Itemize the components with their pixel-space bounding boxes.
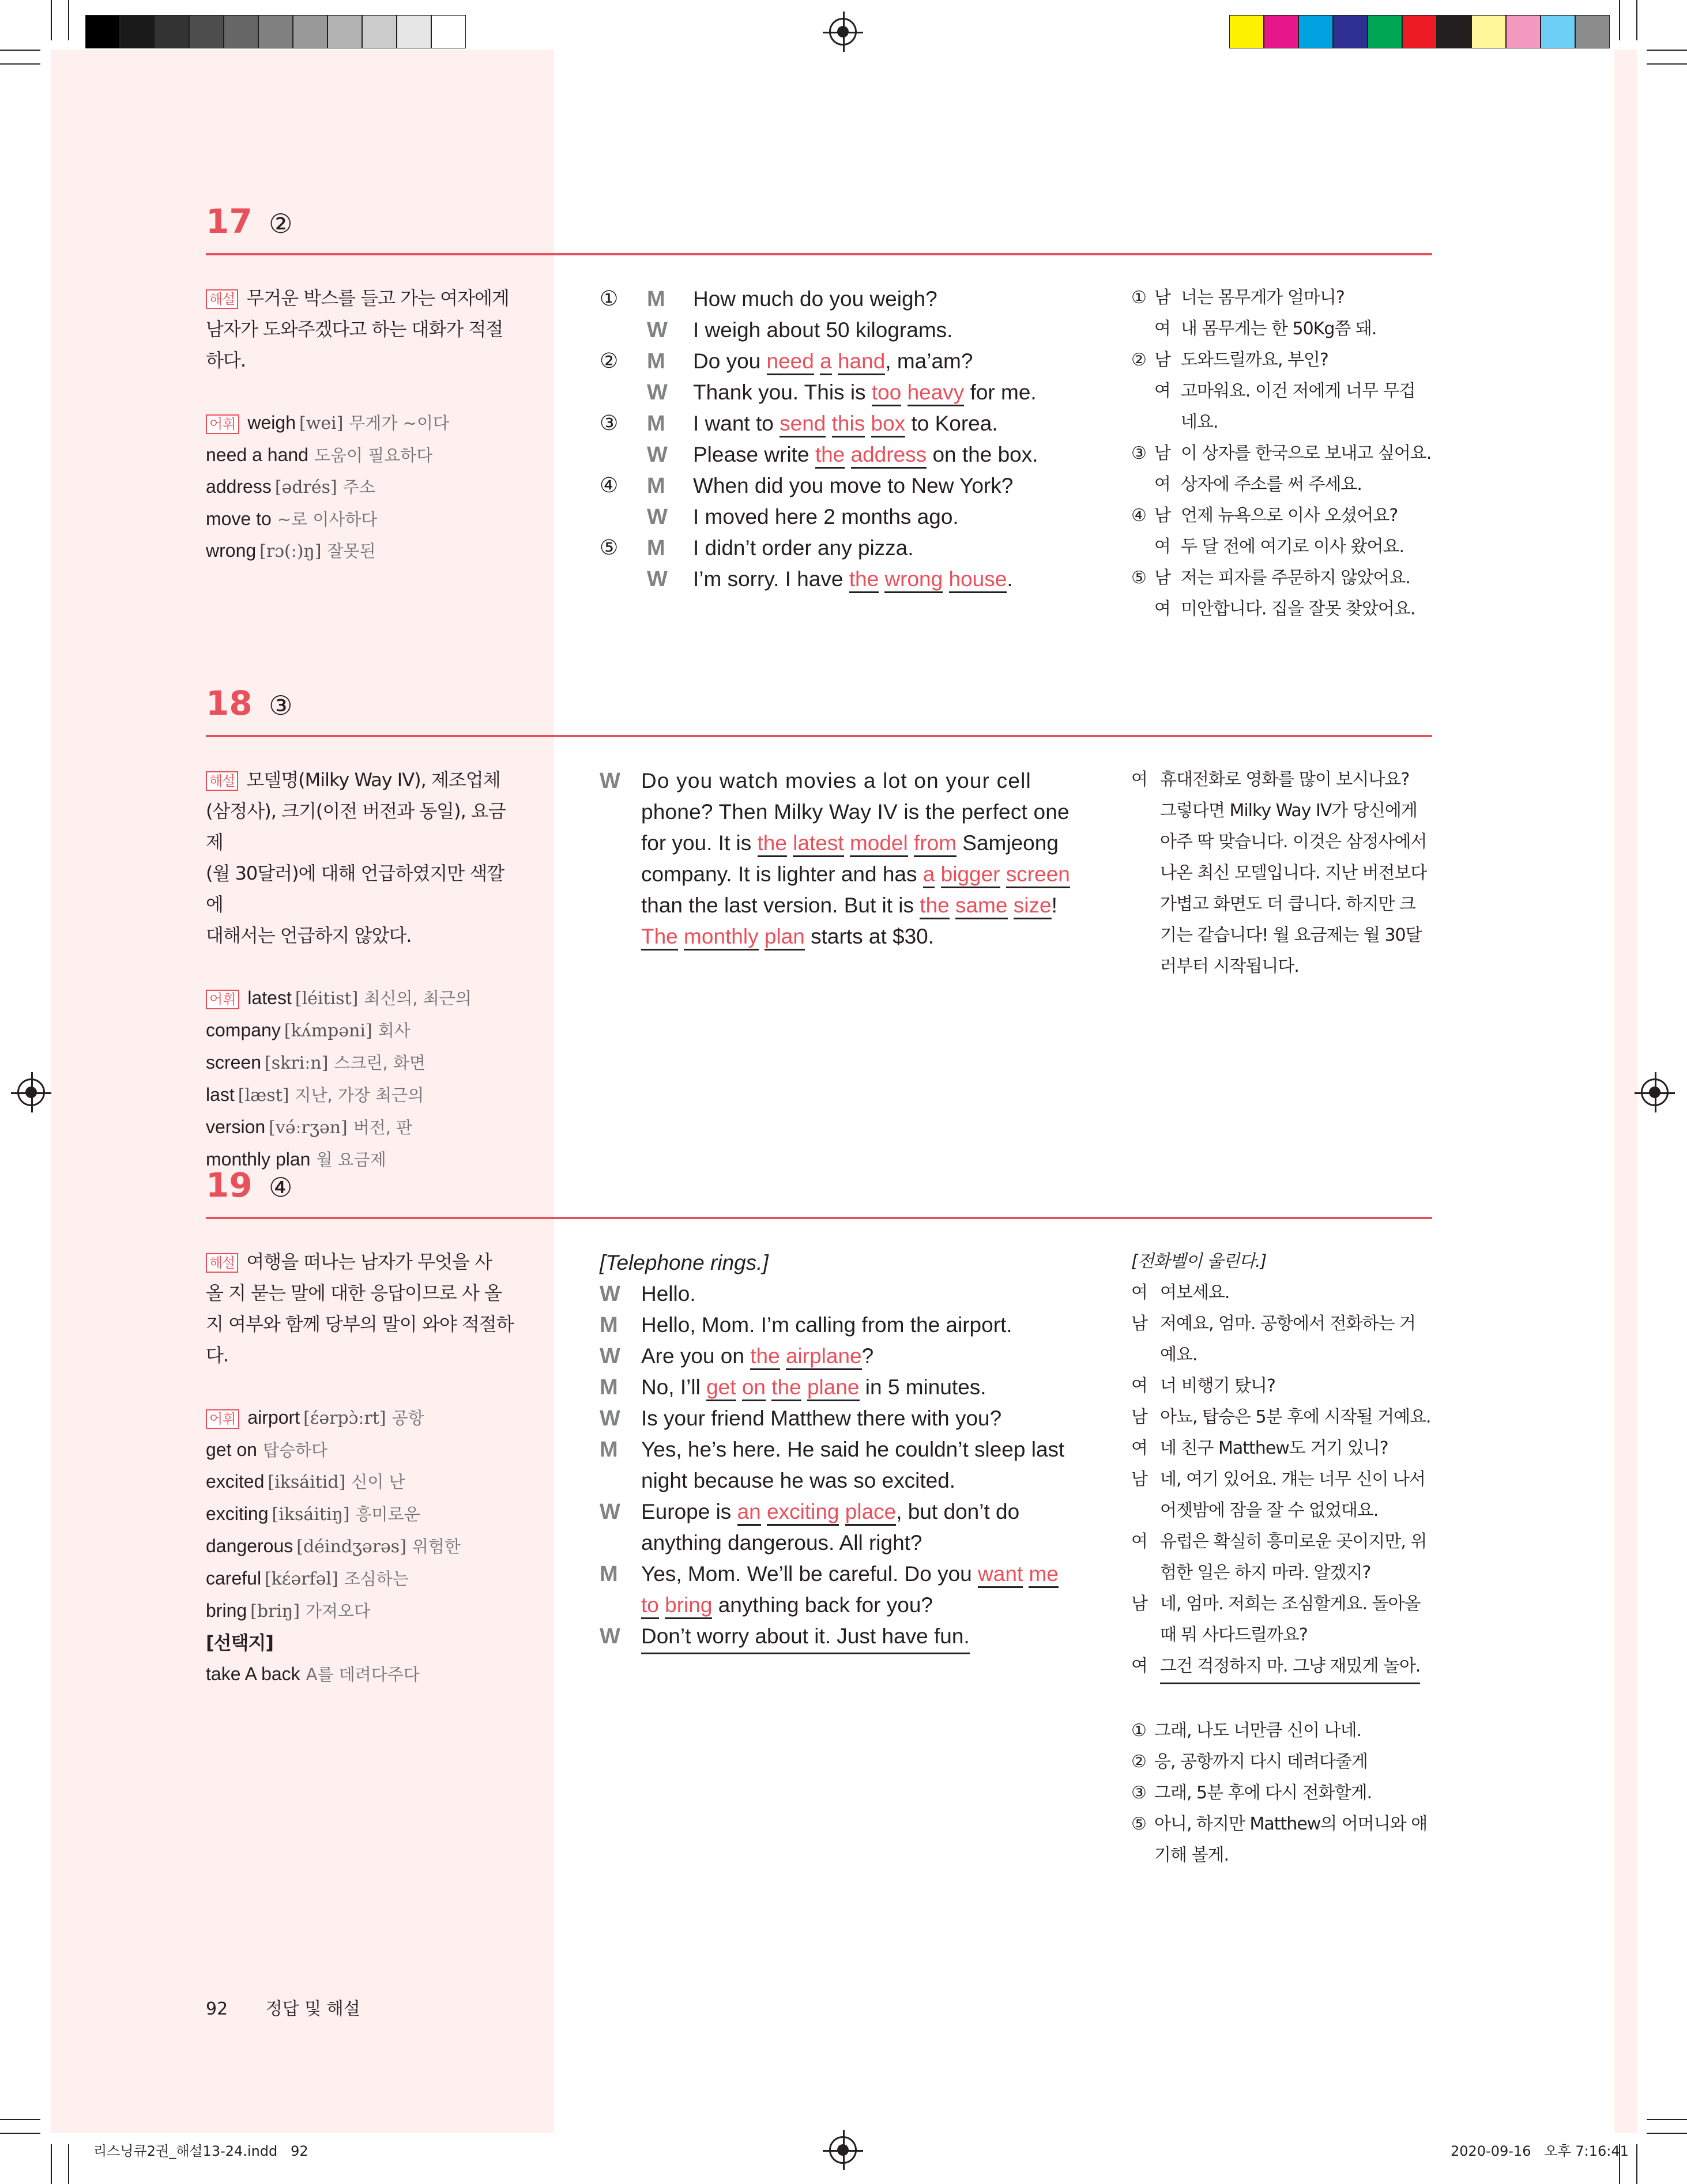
- answer-sentence: Don’t worry about it. Just have fun.: [641, 1621, 970, 1654]
- vocab-row: move to ~로 이사하다: [206, 508, 378, 529]
- blank-answer: airplane: [786, 1344, 862, 1370]
- blank-answer: a: [820, 349, 832, 375]
- question-17-header: [206, 202, 292, 241]
- dialogue-line: ② M Do you need a hand, ma’am?: [600, 346, 1119, 377]
- choices-label: [선택지]: [206, 1632, 273, 1654]
- vocab-row: exciting [iksáitiŋ] 흥미로운: [206, 1503, 420, 1525]
- page-footer: [206, 1994, 360, 2020]
- vocab-row: need a hand 도움이 필요하다: [206, 444, 433, 465]
- vocab-row: get on 탑승하다: [206, 1439, 328, 1460]
- blank-answer: plane: [807, 1375, 860, 1401]
- blank-answer: get: [706, 1375, 736, 1401]
- blank-answer: an: [737, 1500, 761, 1526]
- crop-mark: [0, 2133, 40, 2134]
- explanation-tag: 해설: [206, 289, 238, 309]
- blank-answer: the: [815, 443, 845, 469]
- dialogue-line: ⑤ M I didn’t order any pizza.: [600, 536, 914, 560]
- blank-answer: the: [758, 831, 787, 857]
- question-number: 17: [206, 202, 253, 241]
- crop-mark: [1636, 0, 1637, 40]
- blank-answer: me: [1029, 1562, 1058, 1588]
- blank-answer: bring: [665, 1593, 712, 1619]
- blank-answer: screen: [1006, 862, 1070, 888]
- section-title: 정답 및 해설: [265, 1999, 360, 2019]
- dialogue-line: ③ M I want to send this box to Korea.: [600, 408, 1119, 439]
- vocab-row: excited [iksáitid] 신이 난: [206, 1471, 405, 1492]
- blank-answer: the: [750, 1344, 780, 1370]
- page-number: 92: [206, 1999, 228, 2019]
- blank-answer: address: [851, 443, 927, 469]
- vocab-row: take A back A를 데려다주다: [206, 1664, 420, 1684]
- vocab-row: last [læst] 지난, 가장 최근의: [206, 1084, 424, 1106]
- vocab-row: dangerous [déindʒərəs] 위험한: [206, 1536, 461, 1557]
- blank-answer: same: [955, 893, 1007, 919]
- registration-mark-bottom: [829, 2136, 857, 2164]
- blank-answer: heavy: [907, 380, 965, 406]
- blank-answer: model: [850, 831, 908, 857]
- blank-answer: plan: [765, 925, 805, 950]
- blank-answer: monthly: [684, 925, 759, 950]
- grayscale-color-bar: [85, 15, 466, 48]
- registration-mark-top: [829, 18, 857, 46]
- explanation-line: 지 여부와 함께 당부의 말이 와야 적절하: [206, 1313, 514, 1335]
- vocab-row: 어휘 latest [léitist] 최신의, 최근의: [206, 982, 517, 1014]
- q19-dialogue: [Telephone rings.] W Hello. M Hello, Mom. I’m calling from the airport. W Are you on the airplane? M No, I’ll get on the plane in 5 minutes. W Is your friend Matthew there with you? M Yes, he’s here. He said he couldn’t sleep last night because he was so excited. W Europe is an exciting place, but don’t do anything dangerous. All right? M Yes, Mom. We’ll be careful. Do you want me to bring anything back for you? W Don’t worry about it. Just have fun.: [600, 1247, 1090, 1654]
- crop-mark: [1636, 2144, 1637, 2184]
- question-number: 18: [206, 684, 253, 723]
- blank-answer: The: [641, 925, 678, 950]
- crop-mark: [0, 63, 40, 65]
- blank-answer: send: [780, 412, 826, 437]
- vocab-tag: 어휘: [206, 1409, 239, 1429]
- vocab-row: wrong [rɔ(ː)ŋ] 잘못된: [206, 540, 376, 561]
- q18-explanation: [206, 764, 517, 1175]
- q19-explanation: [206, 1246, 517, 1690]
- crop-mark: [1647, 2119, 1687, 2120]
- question-18-header: [206, 684, 292, 723]
- question-19-header: [206, 1165, 292, 1205]
- crop-mark: [1647, 63, 1687, 65]
- registration-mark-right: [1641, 1078, 1669, 1106]
- blank-answer: on: [742, 1375, 766, 1401]
- q17-dialogue: [600, 284, 1119, 595]
- blank-answer: latest: [793, 831, 843, 857]
- crop-mark: [51, 2144, 52, 2184]
- explanation-line: 모델명(Milky Way IV), 제조업체: [246, 769, 500, 791]
- stage-direction: [전화벨이 울린다.]: [1131, 1251, 1267, 1272]
- right-pink-strip: [1614, 50, 1637, 2133]
- crop-mark: [51, 0, 52, 40]
- explanation-line: 올 지 묻는 말에 대한 응답이므로 사 올: [206, 1282, 502, 1304]
- q18-dialogue: W Do you watch movies a lot on your cell phone? Then Milky Way IV is the perfect one for you. It is the latest model from Samjeong company. It is lighter and has a bigger screen than the last version. But it is the same size! The monthly plan starts at $30.: [600, 765, 1090, 952]
- dialogue-line: W I’m sorry. I have the wrong house.: [600, 564, 1119, 595]
- blank-answer: the: [849, 567, 879, 593]
- blank-answer: box: [871, 412, 906, 437]
- vocab-row: company [kʌ́mpəni] 회사: [206, 1020, 411, 1041]
- question-18-divider: [206, 735, 1432, 737]
- explanation-line: 다.: [206, 1344, 229, 1366]
- vocab-row: version [və́ːrʒən] 버전, 판: [206, 1116, 413, 1138]
- answer-sentence: 그건 걱정하지 마. 그냥 재밌게 놀아.: [1160, 1651, 1420, 1684]
- q18-korean-translation: 여 휴대전화로 영화를 많이 보시나요? 그렇다면 Milky Way IV가 당신에게 아주 딱 맞습니다. 이것은 삼정사에서 나온 최신 모델입니다. 지난 버전보다 가볍고 화면도 더 큽니다. 하지만 크 기는 같습니다! 월 요금제는 월 30달 러부터 시작됩니다.: [1131, 770, 1427, 976]
- dialogue-line: ① M How much do you weigh?: [600, 287, 937, 311]
- explanation-tag: 해설: [206, 1253, 238, 1273]
- crop-mark: [0, 2119, 40, 2120]
- crop-mark: [68, 0, 69, 40]
- vocab-row: bring [briŋ] 가져오다: [206, 1600, 371, 1621]
- explanation-tag: 해설: [206, 771, 238, 791]
- vocab-row: monthly plan 월 요금제: [206, 1149, 386, 1170]
- answer-choice: ③: [269, 690, 293, 721]
- q17-korean-translation: ① 남 너는 몸무게가 얼마니? 여 내 몸무게는 한 50Kg쯤 돼. ② 남 도와드릴까요, 부인? 여 고마워요. 이건 저에게 너무 무겁 네요. ③ 남 이 상자를 한국으로 보내고 싶어요. 여 상자에 주소를 써 주세요. ④ 남 언제 뉴욕으로 이사 오셨어요? 여 두 달 전에 여기로 이사 왔어요. ⑤ 남 저는 피자를 주문하지 않았어요. 여 미안합니다. 집을 잘못 찾았어요.: [1131, 288, 1432, 619]
- explanation-line: 남자가 도와주겠다고 하는 대화가 적절: [206, 318, 503, 340]
- blank-answer: the: [771, 1375, 801, 1401]
- slug-timestamp: 2020-09-16 오후 7:16:41: [1451, 2143, 1629, 2159]
- vocab-tag: 어휘: [206, 990, 239, 1009]
- question-19-divider: [206, 1217, 1432, 1219]
- explanation-line: 여행을 떠나는 남자가 무엇을 사: [246, 1251, 492, 1273]
- crop-mark: [1647, 2133, 1687, 2134]
- blank-answer: size: [1014, 893, 1052, 919]
- blank-answer: place: [845, 1500, 896, 1526]
- vocab-row: careful [kɛ́ərfəl] 조심하는: [206, 1568, 409, 1589]
- dialogue-line: W Please write the address on the box.: [600, 439, 1119, 470]
- dialogue-line: W I weigh about 50 kilograms.: [647, 318, 953, 342]
- blank-answer: exciting: [767, 1500, 839, 1526]
- blank-answer: the: [920, 893, 949, 919]
- registration-mark-left: [17, 1078, 45, 1106]
- vocab-row: 어휘 weigh [wei] 무게가 ~이다: [206, 407, 517, 439]
- dialogue-line: W I moved here 2 months ago.: [647, 505, 959, 529]
- blank-answer: to: [641, 1593, 659, 1619]
- dialogue-line: W Thank you. This is too heavy for me.: [600, 377, 1119, 408]
- dialogue-line: ④ M When did you move to New York?: [600, 474, 1014, 498]
- blank-answer: house: [949, 567, 1007, 593]
- question-17-divider: [206, 253, 1432, 255]
- blank-answer: a: [923, 862, 935, 888]
- stage-direction: [Telephone rings.]: [600, 1251, 769, 1274]
- process-color-bar: [1229, 15, 1610, 48]
- blank-answer: hand: [838, 349, 885, 375]
- crop-mark: [0, 50, 40, 51]
- answer-choice: ②: [269, 208, 293, 239]
- blank-answer: bigger: [941, 862, 1000, 888]
- question-number: 19: [206, 1165, 253, 1205]
- crop-mark: [1619, 0, 1620, 40]
- explanation-line: 무거운 박스를 들고 가는 여자에게: [246, 287, 509, 309]
- q17-explanation: [206, 282, 517, 567]
- q19-korean-translation: [전화벨이 울린다.] 여 여보세요. 남 저예요, 엄마. 공항에서 전화하는 거 예요. 여 너 비행기 탔니? 남 아뇨, 탑승은 5분 후에 시작될 거예요. 여 네 친구 Matthew도 거기 있니? 남 네, 여기 있어요. 걔는 너무 신이 나서 어젯밤에 잠을 잘 수 없었대요. 여 유럽은 확실히 흥미로운 곳이지만, 위 험한 일은 하지 마라. 알겠지? 남 네, 엄마. 저희는 조심할게요. 돌아올 때 뭐 사다드릴까요? 여 그건 걱정하지 마. 그냥 재밌게 놀아. ① 그래, 나도 너만큼 신이 나네. ② 응, 공항까지 다시 데려다줄게 ③ 그래, 5분 후에 다시 전화할게. ⑤ 아니, 하지만 Matthew의 어머니와 얘 기해 볼게.: [1131, 1246, 1437, 1871]
- blank-answer: this: [832, 412, 865, 437]
- blank-answer: want: [978, 1562, 1023, 1588]
- answer-choice: ④: [269, 1172, 293, 1203]
- blank-answer: need: [767, 349, 814, 375]
- vocab-row: address [ədrés] 주소: [206, 476, 375, 497]
- blank-answer: from: [914, 831, 957, 857]
- slug-file-name: 리스닝큐2권_해설13-24.indd 92: [93, 2143, 308, 2159]
- vocab-tag: 어휘: [206, 414, 239, 434]
- crop-mark: [1647, 50, 1687, 51]
- explanation-line: 대해서는 언급하지 않았다.: [206, 925, 412, 946]
- blank-answer: wrong: [884, 567, 943, 593]
- vocab-row: screen [skriːn] 스크린, 화면: [206, 1052, 425, 1073]
- explanation-line: (삼정사), 크기(이전 버전과 동일), 요금제: [206, 800, 506, 853]
- explanation-line: (월 30달러)에 대해 언급하였지만 색깔에: [206, 862, 504, 915]
- blank-answer: too: [872, 380, 901, 406]
- explanation-line: 하다.: [206, 349, 246, 371]
- vocab-row: 어휘 airport [ɛ́ərpɔ̀ːrt] 공항: [206, 1402, 517, 1434]
- crop-mark: [68, 2144, 69, 2184]
